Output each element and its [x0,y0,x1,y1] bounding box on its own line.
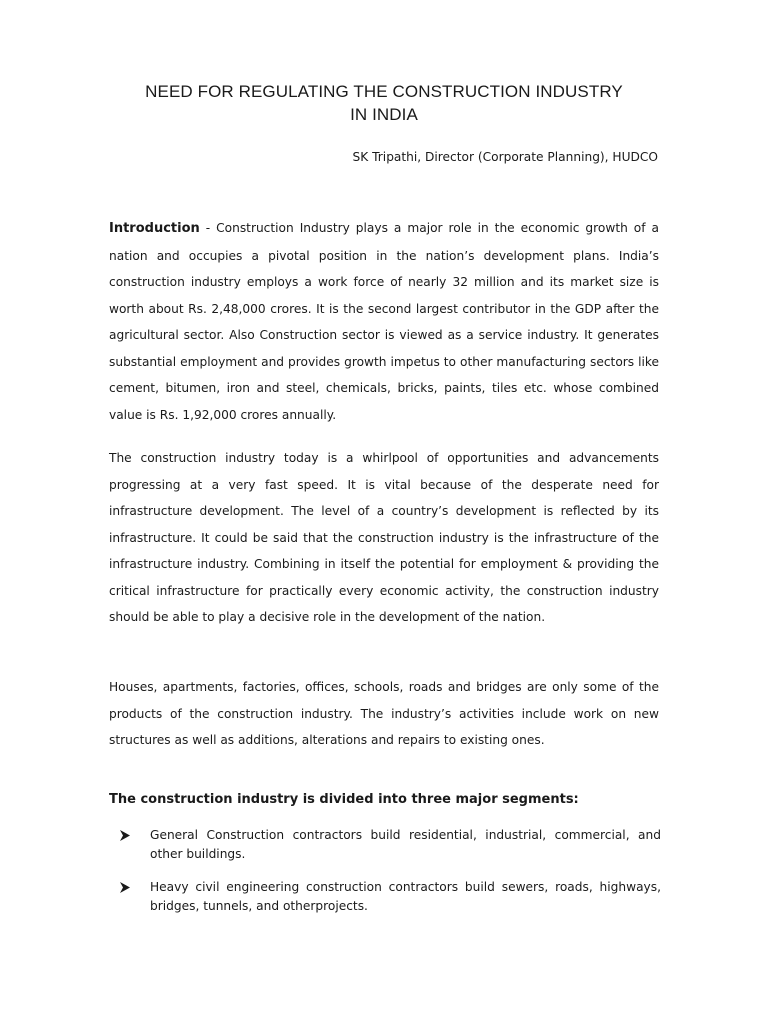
document-title-line-1: NEED FOR REGULATING THE CONSTRUCTION INDUSTRY [145,82,623,101]
document-title-line-2: IN INDIA [350,105,418,124]
arrowhead-bullet-icon [120,882,130,893]
list-item [109,878,661,915]
arrowhead-bullet-icon [120,830,130,841]
list-item [109,826,661,863]
segment-item-text: General Construction contractors build residential, industrial, commercial, and other buildings. [150,828,661,861]
intro-text: - Construction Industry plays a major role in the economic growth of a nation and occupies a pivotal position in the nation’s development plans. India’s construction industry employs a work force of nearly 32 million and its market size is worth about Rs. 2,48,000 crores. It is the second largest contributor in the GDP after the agricultural sector. Also Construction sector is viewed as a service industry. It generates substantial employment and provides growth impetus to other manufacturing sectors like cement, bitumen, iron and steel, chemicals, bricks, paints, tiles etc. whose combined value is Rs. 1,92,000 crores annually. [109,221,659,422]
segments-list [109,826,661,930]
segment-item-text: Heavy civil engineering construction contractors build sewers, roads, highways, bridges, tunnels, and otherprojects. [150,880,661,913]
paragraph-2: The construction industry today is a whirlpool of opportunities and advancements progressing at a very fast speed. It is vital because of the desperate need for infrastructure development. The level of a country’s development is reflected by its infrastructure. It could be said that the construction industry is the infrastructure of the infrastructure industry. Combining in itself the potential for employment & providing the critical infrastructure for practically every economic activity, the construction industry should be able to play a decisive role in the development of the nation. [109,451,659,624]
intro-lead: Introduction [109,221,200,236]
author-line: SK Tripathi, Director (Corporate Planning), HUDCO [352,150,658,164]
paragraph-3: Houses, apartments, factories, offices, schools, roads and bridges are only some of the products of the construction industry. The industry’s activities include work on new structures as well as additions, alterations and repairs to existing ones. [109,680,659,747]
segments-heading: The construction industry is divided into three major segments: [109,792,579,807]
intro-paragraph [109,215,659,428]
